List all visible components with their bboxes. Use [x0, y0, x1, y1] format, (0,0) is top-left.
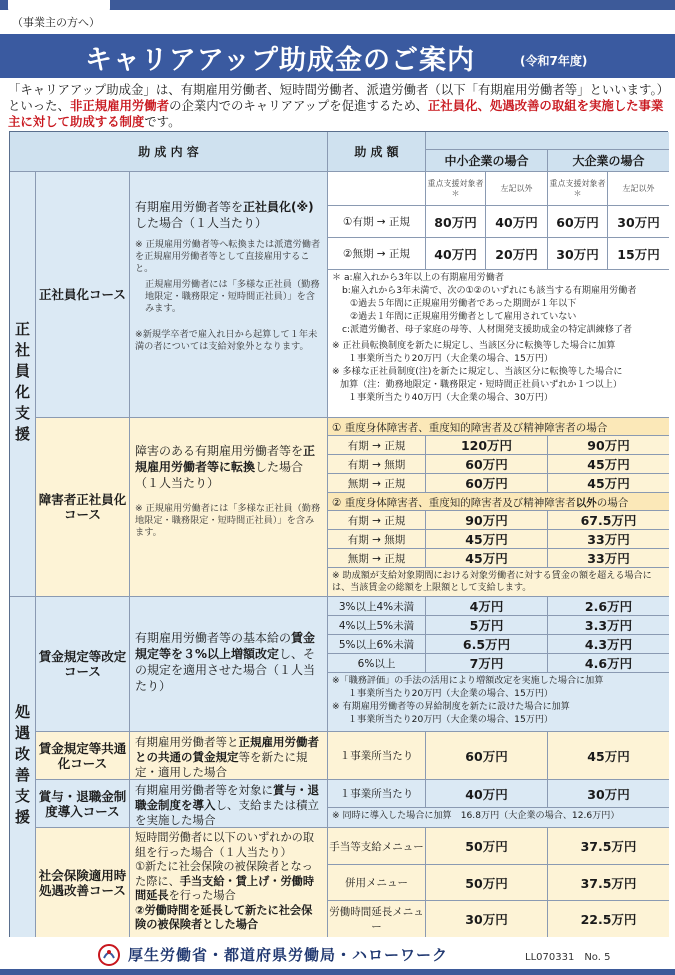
audience-label: （事業主の方へ）: [12, 16, 100, 29]
shogaisha-g2-row1-label: 有期 → 正規: [328, 511, 426, 530]
seishainka-row2-v1: 40万円: [426, 238, 486, 270]
header-spacer: [426, 132, 669, 150]
document-code: LL070331 No. 5: [525, 952, 611, 963]
ministry-name: 厚生労働省・都道府県労働局・ハローワーク: [128, 946, 449, 964]
chingin-row2-large: 3.3万円: [548, 616, 669, 635]
intro-part3: です。: [144, 114, 181, 129]
shoyo-note: ※ 同時に導入した場合に加算 16.8万円（大企業の場合、12.6万円）: [328, 808, 669, 828]
course-shoyo: 賞与・退職金制度導入コース: [36, 780, 130, 828]
intro-highlight-1: 非正規雇用労働者: [69, 98, 170, 113]
seishainka-row1-v4: 30万円: [608, 206, 669, 238]
header-sme: 中小企業の場合: [426, 150, 548, 172]
shogaisha-g1-row1-label: 有期 → 正規: [328, 436, 426, 455]
shogaisha-g1-row3-label: 無期 → 正規: [328, 474, 426, 493]
fiscal-year: (令和7年度): [520, 54, 588, 68]
intro-part2: の企業内でのキャリアアップを促進するため、: [169, 98, 428, 113]
chingin-row1-large: 2.6万円: [548, 597, 669, 616]
shoyo-large: 30万円: [548, 780, 669, 808]
course-kyotsu: 賃金規定等共通化コース: [36, 732, 130, 780]
shogaisha-g2-row1-large: 67.5万円: [548, 511, 669, 530]
shogaisha-g1-row2-large: 45万円: [548, 455, 669, 474]
kyotsu-large: 45万円: [548, 732, 669, 780]
ministry-logo-icon: [98, 944, 120, 966]
shakai-row3-label: 労働時間延長メニュー: [328, 901, 426, 937]
seishainka-row1-v1: 80万円: [426, 206, 486, 238]
intro-part1: 「キャリアアップ助成金」は、有期雇用労働者、短時間労働者、派遣労働者（以下「有期雇用労働者等」といいます。）といった、: [8, 82, 670, 113]
shogaisha-g2-row3-sme: 45万円: [426, 549, 548, 568]
intro-highlight-2: 正社員化、処遇改善の取組を実施した事業主に対して助成する制度: [8, 98, 664, 129]
shogaisha-g1-row1-large: 90万円: [548, 436, 669, 455]
shogaisha-g2-row2-large: 33万円: [548, 530, 669, 549]
kyotsu-label: １事業所当たり: [328, 732, 426, 780]
shogaisha-g2-row3-large: 33万円: [548, 549, 669, 568]
shogaisha-g1-row3-sme: 60万円: [426, 474, 548, 493]
chingin-row3-large: 4.3万円: [548, 635, 669, 654]
chingin-row2-sme: 5万円: [426, 616, 548, 635]
shogaisha-g1-row3-large: 45万円: [548, 474, 669, 493]
intro-text: [8, 82, 672, 130]
seishainka-row2-v4: 15万円: [608, 238, 669, 270]
course-chingin: 賃金規定等改定コース: [36, 597, 130, 732]
kyotsu-sme: 60万円: [426, 732, 548, 780]
chingin-row3-sme: 6.5万円: [426, 635, 548, 654]
seishainka-row1-v2: 40万円: [486, 206, 548, 238]
header-amount: 助 成 額: [328, 132, 426, 172]
seishainka-row2-v2: 20万円: [486, 238, 548, 270]
shogaisha-group1: ① 重度身体障害者、重度知的障害者及び精神障害者の場合: [328, 418, 669, 436]
section-label-seishain: 正社員化支援: [10, 172, 36, 597]
course-chingin-desc: 有期雇用労働者等の基本給の賃金規定等を３%以上増額改定し、その規定を適用させた場合（１人当たり）: [130, 597, 328, 732]
course-shogaisha: 障害者正社員化コース: [36, 418, 130, 597]
course-shakai: 社会保険適用時処遇改善コース: [36, 828, 130, 937]
shoyo-label: １事業所当たり: [328, 780, 426, 808]
shakai-row1-sme: 50万円: [426, 828, 548, 865]
shogaisha-g1-row1-sme: 120万円: [426, 436, 548, 455]
chingin-row3-label: 5%以上6%未満: [328, 635, 426, 654]
shogaisha-g2-row2-sme: 45万円: [426, 530, 548, 549]
chingin-row4-sme: 7万円: [426, 654, 548, 673]
shakai-row1-large: 37.5万円: [548, 828, 669, 865]
course-kyotsu-desc: 有期雇用労働者等と正規雇用労働者との共通の賃金規定等を新たに規定・適用した場合: [130, 732, 328, 780]
chingin-row2-label: 4%以上5%未満: [328, 616, 426, 635]
chingin-row4-label: 6%以上: [328, 654, 426, 673]
course-seishainka: 正社員化コース: [36, 172, 130, 418]
seishainka-blank: [328, 172, 426, 206]
shogaisha-g2-row2-label: 有期 → 無期: [328, 530, 426, 549]
shogaisha-group2: ② 重度身体障害者、重度知的障害者及び精神障害者以外の場合: [328, 493, 669, 511]
seishainka-row2-label: ②無期 → 正規: [328, 238, 426, 270]
shakai-row1-label: 手当等支給メニュー: [328, 828, 426, 865]
shogaisha-footnote: ※ 助成額が支給対象期間における対象労働者に対する賃金の額を超える場合には、当該賃金の総額を上限額として支給します。: [328, 568, 669, 597]
course-shogaisha-desc: 障害のある有期雇用労働者等を正規雇用労働者等に転換した場合（１人当たり） ※ 正規雇用労働者には「多様な正社員（勤務地限定・職務限定・短時間正社員）」を含みます。: [130, 418, 328, 597]
course-seishainka-desc: 有期雇用労働者等を正社員化(※)した場合（１人当たり） ※ 正規雇用労働者等へ転換または派遣労働者を正規雇用労働者等として直接雇用すること。 正規雇用労働者には「多様な正社員（勤務地限定・職務限定・短時間正社員）」を含みます。 ※新規学卒者で雇入れ日から起算して１年未満の者については支給対象外となります。: [130, 172, 328, 418]
header-sme-priority: 重点支援対象者＊: [426, 172, 486, 206]
seishainka-row2-v3: 30万円: [548, 238, 608, 270]
shogaisha-g2-row3-label: 無期 → 正規: [328, 549, 426, 568]
seishainka-notes: ＊ a:雇入れから3年以上の有期雇用労働者 b:雇入れから3年未満で、次の①②のいずれにも該当する有期雇用労働者 ①過去５年間に正規雇用労働者であった期間が１年以下 ②過去１年間に正規雇用労働者として雇用されていない c:派遣労働者、母子家庭の母等、人材開発支援助成金の特定訓練修了者 ※ 正社員転換制度を新たに規定し、当該区分に転換等した場合に加算 １事業所当たり20万円（大企業の場合、15万円） ※ 多様な正社員制度(注)を新たに規定し、当該区分に転換等した場合に 加算（注：勤務地限定・職務限定・短時間正社員いずれか１つ以上） １事業所当たり40万円（大企業の場合、30万円）: [328, 270, 669, 418]
chingin-notes: ※「職務評価」の手法の活用により増額改定を実施した場合に加算 １事業所当たり20万円（大企業の場合、15万円） ※ 有期雇用労働者等の昇給制度を新たに設けた場合に加算 １事業所当たり20万円（大企業の場合、15万円）: [328, 673, 669, 732]
course-shakai-desc: 短時間労働者に以下のいずれかの取組を行った場合（１人当たり） ①新たに社会保険の被保険者となった際に、手当支給・賃上げ・労働時間延長を行った場合 ②労働時間を延長して新たに社会保険の被保険者とした場合: [130, 828, 328, 937]
chingin-row1-label: 3%以上4%未満: [328, 597, 426, 616]
section-label-shogu: 処遇改善支援: [10, 597, 36, 937]
header-content: 助 成 内 容: [10, 132, 328, 172]
chingin-row4-large: 4.6万円: [548, 654, 669, 673]
subsidy-table: [9, 131, 668, 937]
shogaisha-g2-row1-sme: 90万円: [426, 511, 548, 530]
shakai-row3-sme: 30万円: [426, 901, 548, 937]
footer-bar: [0, 969, 675, 975]
header-sme-other: 左記以外: [486, 172, 548, 206]
shogaisha-g1-row2-sme: 60万円: [426, 455, 548, 474]
shakai-row3-large: 22.5万円: [548, 901, 669, 937]
shakai-row2-label: 併用メニュー: [328, 865, 426, 901]
header-large: 大企業の場合: [548, 150, 669, 172]
chingin-row1-sme: 4万円: [426, 597, 548, 616]
course-shoyo-desc: 有期雇用労働者等を対象に賞与・退職金制度を導入し、支給または積立を実施した場合: [130, 780, 328, 828]
header-large-priority: 重点支援対象者＊: [548, 172, 608, 206]
page-title: キャリアアップ助成金のご案内: [84, 45, 476, 76]
shogaisha-g1-row2-label: 有期 → 無期: [328, 455, 426, 474]
seishainka-row1-v3: 60万円: [548, 206, 608, 238]
shakai-row2-large: 37.5万円: [548, 865, 669, 901]
header-large-other: 左記以外: [608, 172, 669, 206]
seishainka-row1-label: ①有期 → 正規: [328, 206, 426, 238]
shakai-row2-sme: 50万円: [426, 865, 548, 901]
shoyo-sme: 40万円: [426, 780, 548, 808]
